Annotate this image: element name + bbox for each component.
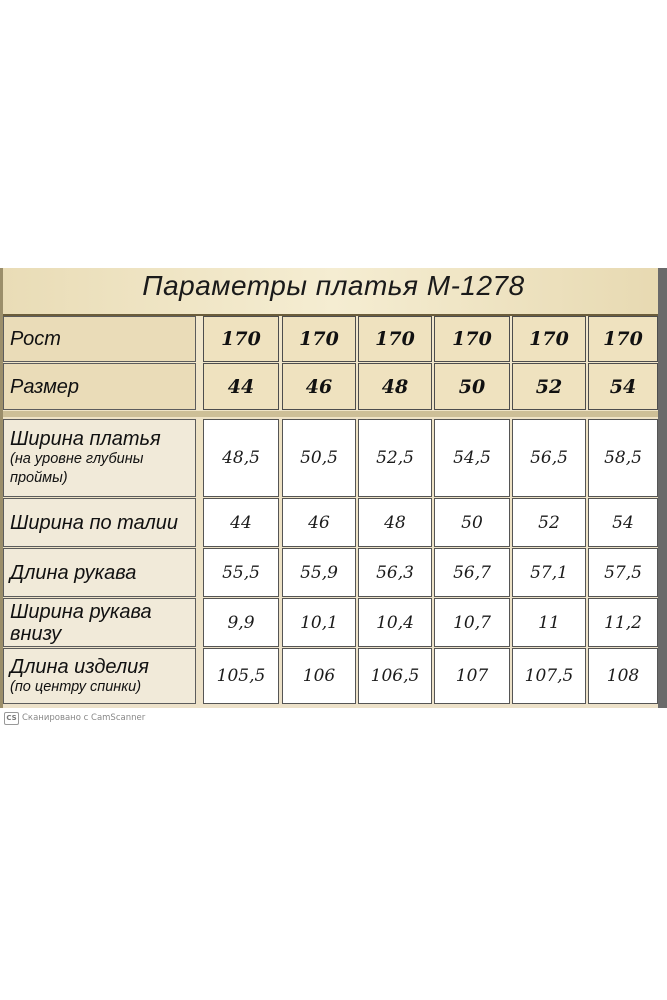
table-cell: 107,5 — [512, 648, 586, 704]
right-edge — [658, 268, 667, 708]
table-cell: 48 — [358, 498, 432, 547]
row-label-text: Ширина рукава — [10, 600, 152, 623]
data-row-label — [3, 648, 196, 704]
table-cell: 48,5 — [203, 419, 279, 497]
table-cell: 52 — [512, 498, 586, 547]
watermark-text: Сканировано с CamScanner — [22, 713, 146, 723]
table-cell: 57,5 — [588, 548, 658, 597]
row-label-text: Ширина платья — [10, 428, 161, 450]
table-cell: 50,5 — [282, 419, 356, 497]
table-cell: 56,7 — [434, 548, 510, 597]
header-cell: 170 — [434, 316, 510, 362]
table-cell: 56,3 — [358, 548, 432, 597]
data-row-label — [3, 419, 196, 497]
table-cell: 9,9 — [203, 598, 279, 647]
header-cell: 170 — [588, 316, 658, 362]
table-cell: 55,9 — [282, 548, 356, 597]
table-cell: 52,5 — [358, 419, 432, 497]
table-cell: 50 — [434, 498, 510, 547]
row-sublabel-text: (по центру спинки) — [10, 678, 142, 695]
table-cell: 10,7 — [434, 598, 510, 647]
table-cell: 54 — [588, 498, 658, 547]
camscanner-watermark — [4, 711, 145, 725]
table-cell: 106 — [282, 648, 356, 704]
header-cell: 170 — [358, 316, 432, 362]
table-cell: 55,5 — [203, 548, 279, 597]
table-cell: 58,5 — [588, 419, 658, 497]
header-label-text: Рост — [10, 328, 61, 350]
header-row-label — [3, 363, 196, 410]
table-cell: 54,5 — [434, 419, 510, 497]
header-cell: 48 — [358, 363, 432, 410]
table-cell: 46 — [282, 498, 356, 547]
header-separator — [3, 411, 658, 417]
camscanner-logo-icon: CS — [4, 712, 19, 725]
header-cell: 52 — [512, 363, 586, 410]
table-cell: 11,2 — [588, 598, 658, 647]
row-label-text: Длина изделия — [10, 655, 149, 678]
table-cell: 57,1 — [512, 548, 586, 597]
table-cell: 105,5 — [203, 648, 279, 704]
data-row-label — [3, 498, 196, 547]
row-label-text-line2: внизу — [10, 622, 62, 645]
header-cell: 50 — [434, 363, 510, 410]
table-cell: 107 — [434, 648, 510, 704]
table-cell: 11 — [512, 598, 586, 647]
table-cell: 44 — [203, 498, 279, 547]
header-cell: 170 — [282, 316, 356, 362]
row-label-text: Ширина по талии — [10, 511, 179, 534]
table-cell: 56,5 — [512, 419, 586, 497]
table-cell: 106,5 — [358, 648, 432, 704]
row-sublabel-text-line2: проймы) — [10, 470, 68, 486]
table-cell: 10,4 — [358, 598, 432, 647]
header-row-label — [3, 316, 196, 362]
header-label-text: Размер — [10, 375, 80, 398]
header-cell: 170 — [203, 316, 279, 362]
table-cell: 108 — [588, 648, 658, 704]
header-cell: 54 — [588, 363, 658, 410]
row-label-text: Длина рукава — [10, 561, 137, 584]
row-sublabel-text: (на уровне глубины — [10, 451, 144, 467]
data-row-label — [3, 598, 196, 647]
table-cell: 10,1 — [282, 598, 356, 647]
header-cell: 46 — [282, 363, 356, 410]
header-cell: 170 — [512, 316, 586, 362]
data-row-label — [3, 548, 196, 597]
table-title: Параметры платья М-1278 — [142, 270, 525, 301]
header-cell: 44 — [203, 363, 279, 410]
